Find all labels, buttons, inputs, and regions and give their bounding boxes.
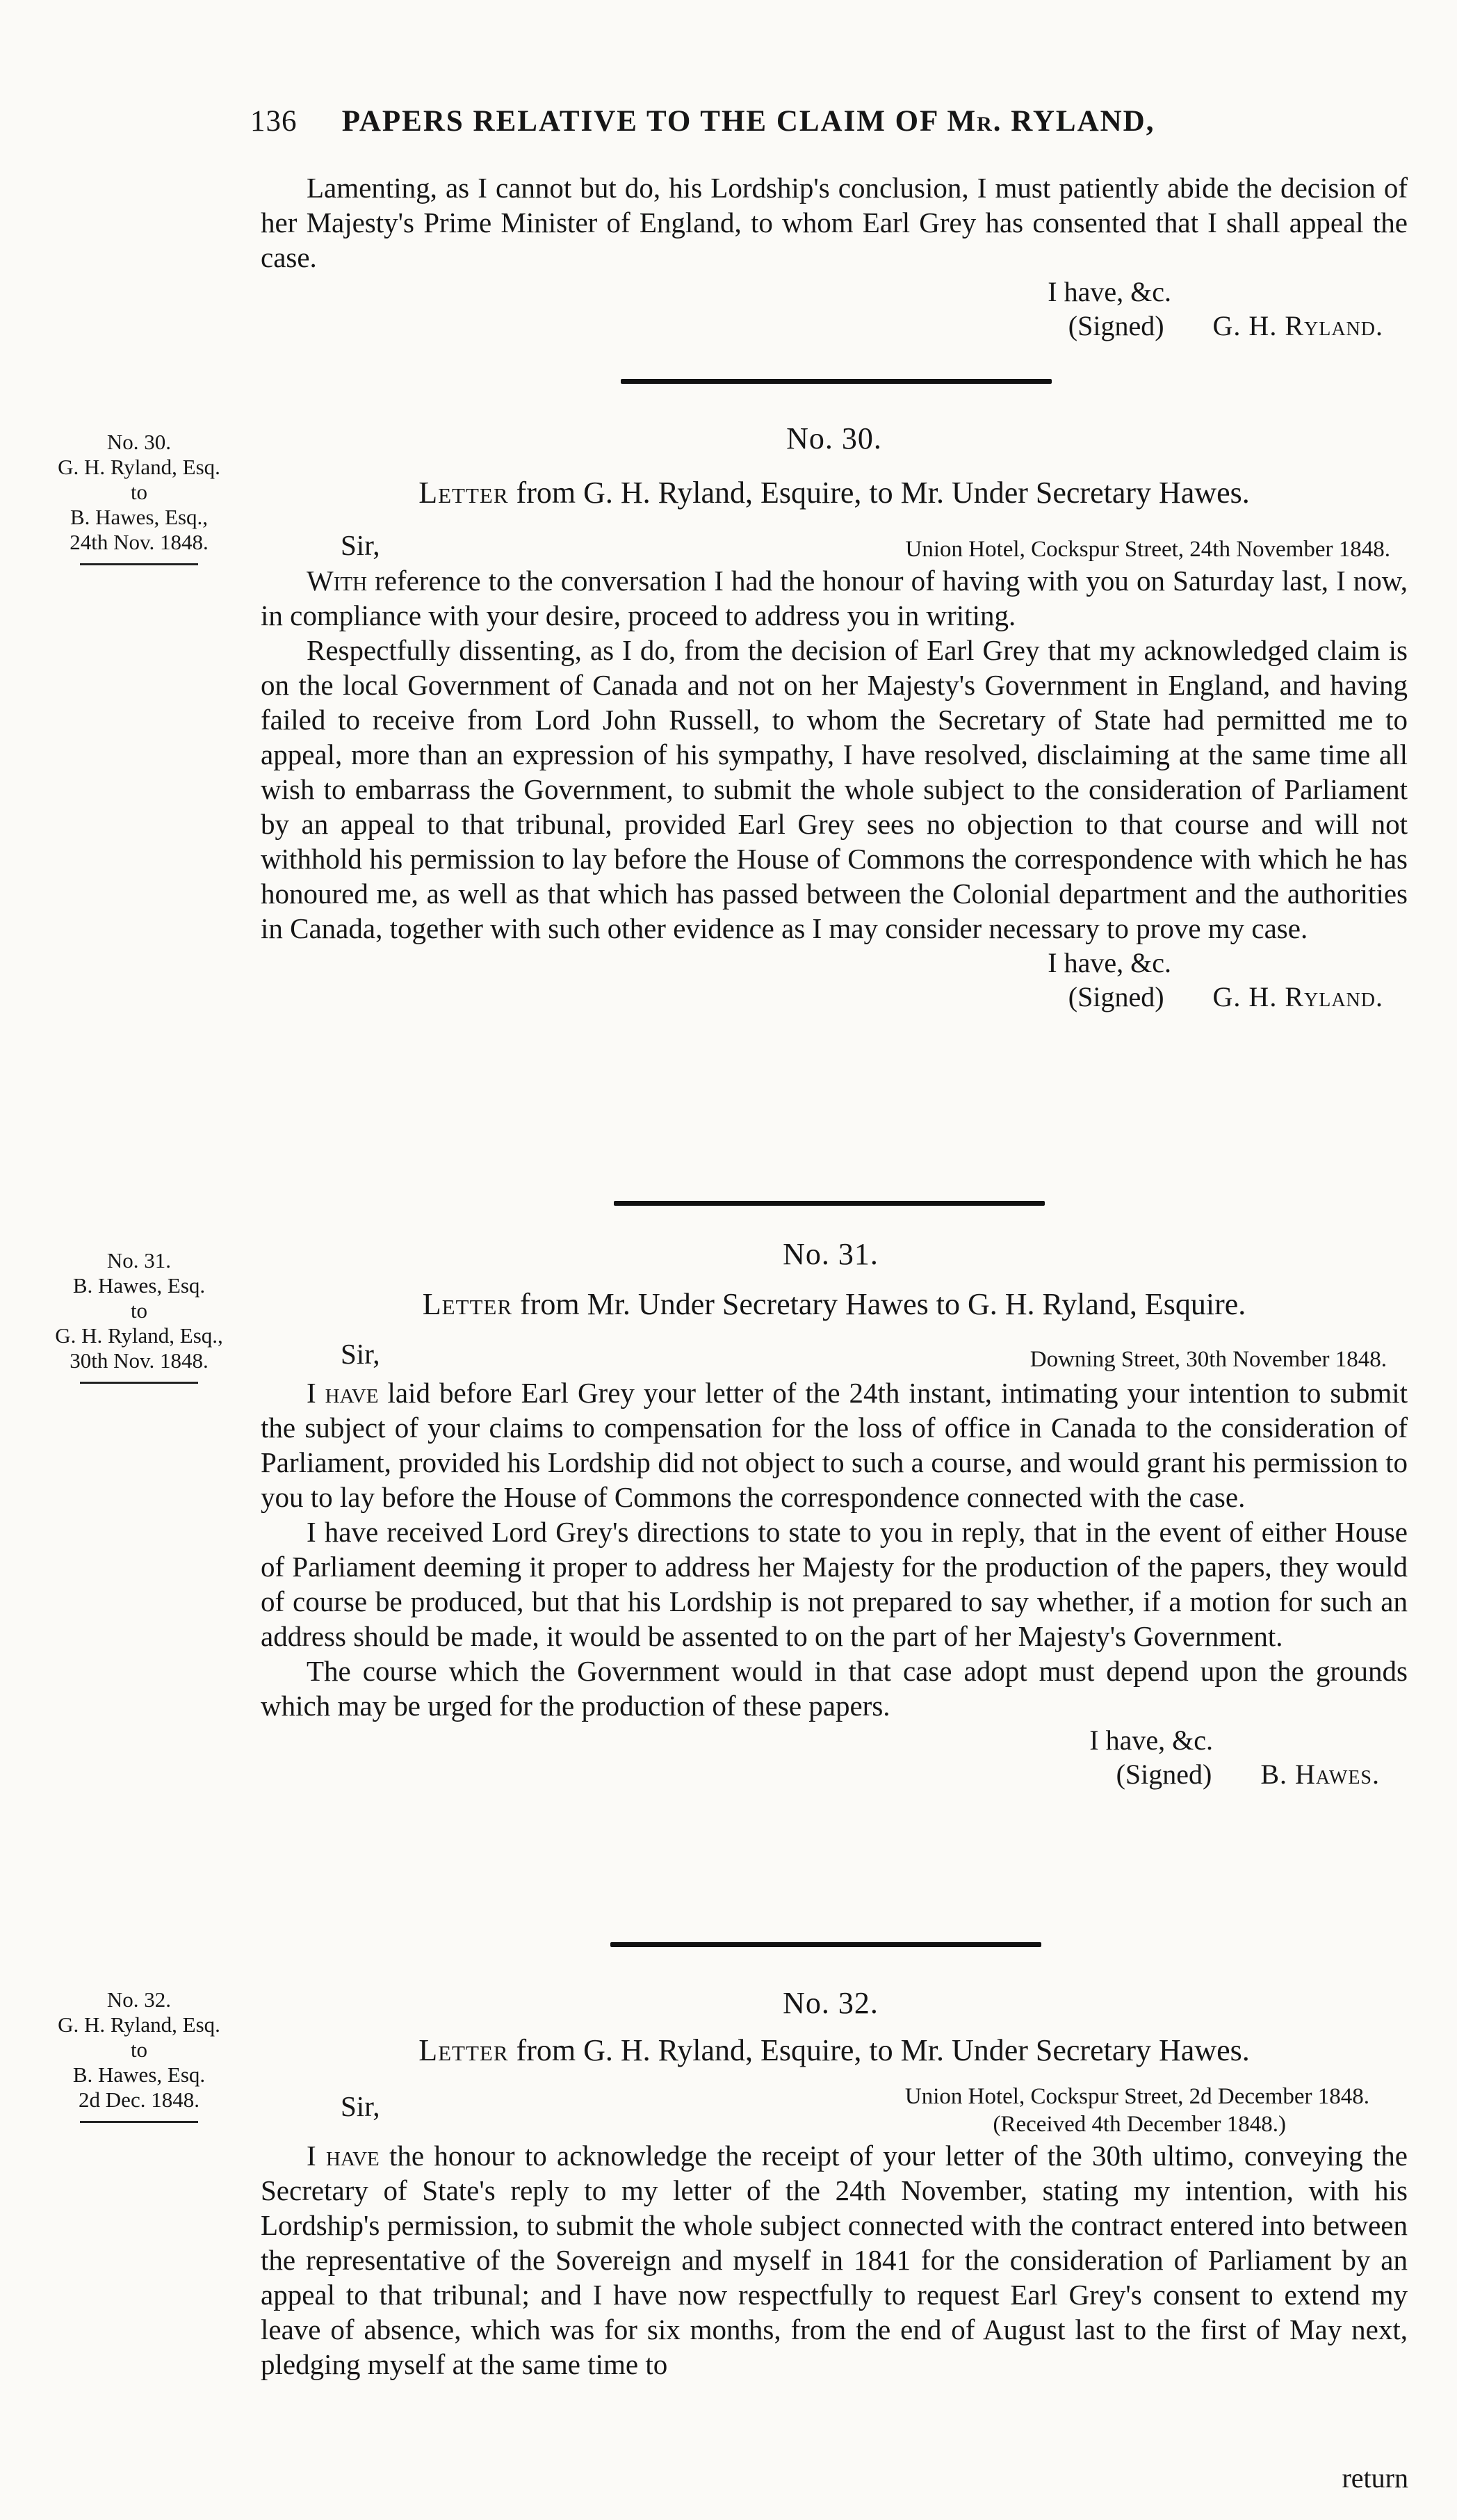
dateline-line: (Received 4th December 1848.) <box>993 2112 1286 2137</box>
document-number: No. 30. <box>786 421 882 455</box>
margin-note-line: G. H. Ryland, Esq., <box>55 1323 223 1348</box>
paragraph-text: I have received Lord Grey's directions to state to you in reply, that in the event of either House of Parliament deeming it proper to address her Majesty for the production of the papers, they would of course be produced, but that his Lordship is not prepared to say whether, if a motion for such an address should be made, it would be assented to on the part of her Majesty's Government. <box>261 1516 1408 1652</box>
margin-note-line: B. Hawes, Esq., <box>70 505 209 529</box>
running-head <box>250 104 1418 138</box>
section-divider <box>621 379 1052 384</box>
heading-lead: Letter <box>422 1287 513 1321</box>
dateline-line: Union Hotel, Cockspur Street, 24th November 1848. <box>905 537 1390 562</box>
paragraph-lead: With <box>307 565 368 597</box>
letter-paragraph <box>261 1375 1408 1515</box>
page-number: 136 <box>250 105 298 138</box>
paragraph-lead: I have <box>307 1377 379 1409</box>
margin-note-line: B. Hawes, Esq. <box>72 2062 206 2087</box>
letter-body-30 <box>261 563 1408 1014</box>
margin-note-rule <box>80 2121 198 2123</box>
document-number: No. 32. <box>783 1986 879 2020</box>
letter-paragraph <box>261 633 1408 946</box>
intro-block <box>261 170 1408 343</box>
margin-note-line: No. 30. <box>106 430 172 454</box>
margin-note-line: No. 31. <box>106 1248 172 1273</box>
letter-body-32 <box>261 2138 1408 2382</box>
dateline-line: Union Hotel, Cockspur Street, 2d December 1848. <box>904 2084 1369 2109</box>
letter-heading <box>261 2033 1408 2068</box>
signed-label: (Signed) <box>1116 1759 1212 1790</box>
heading-rest: from G. H. Ryland, Esquire, to Mr. Under Secretary Hawes. <box>508 476 1250 510</box>
signature-line <box>261 309 1408 343</box>
signature: B. Hawes. <box>1260 1759 1380 1790</box>
margin-note-rule <box>80 1382 198 1384</box>
paragraph-text: The course which the Government would in that case adopt must depend upon the grounds which may be urged for the production of these papers. <box>261 1655 1408 1722</box>
document-number: No. 31. <box>783 1237 879 1271</box>
letter-closing <box>261 946 1408 1014</box>
dateline-line: Downing Street, 30th November 1848. <box>1029 1347 1387 1372</box>
margin-note-line: 30th Nov. 1848. <box>70 1348 209 1373</box>
margin-note-line: G. H. Ryland, Esq. <box>58 2012 220 2037</box>
paragraph-text: reference to the conversation I had the honour of having with you on Saturday last, I now, in compliance with your desire, proceed to address you in writing. <box>261 565 1408 631</box>
margin-note-line: to <box>130 1298 148 1323</box>
signature-line <box>261 980 1408 1014</box>
letter-heading <box>261 1286 1408 1322</box>
paragraph-text: laid before Earl Grey your letter of the 24th instant, intimating your intention to submit the subject of your claims to compensation for the loss of office in Canada to the consideration of Parliament, provided his Lordship did not object to such a course, and would grant his permission to you to lay before the House of Commons the correspondence connected with the case. <box>261 1377 1408 1513</box>
margin-note-rule <box>80 563 198 565</box>
heading-lead: Letter <box>418 2033 509 2067</box>
dateline <box>626 535 1390 563</box>
paragraph-lead: I have <box>307 2140 380 2172</box>
signed-label: (Signed) <box>1068 310 1164 341</box>
letter-heading <box>261 475 1408 510</box>
margin-note-line: No. 32. <box>106 1987 172 2012</box>
margin-note-line: to <box>130 480 148 504</box>
dateline <box>626 1346 1387 1373</box>
signature: G. H. Ryland. <box>1212 310 1383 341</box>
letter-paragraph <box>261 2138 1408 2382</box>
closing-line: I have, &c. <box>1048 276 1171 307</box>
heading-rest: from G. H. Ryland, Esquire, to Mr. Under Secretary Hawes. <box>508 2033 1250 2067</box>
margin-note-line: 24th Nov. 1848. <box>70 530 209 554</box>
running-title: PAPERS RELATIVE TO THE CLAIM OF Mr. RYLAND, <box>341 105 1155 138</box>
signed-label: (Signed) <box>1068 981 1164 1012</box>
closing-line: I have, &c. <box>1048 947 1171 978</box>
paragraph-text: the honour to acknowledge the receipt of your letter of the 30th ultimo, conveying the Secretary of State's reply to my letter of the 24th November, stating my intention, with his Lordship's permission, to submit the whole subject connected with the contract entered into between the representative of the Sovereign and myself in 1841 for the consideration of Parliament by an appeal to that tribunal; and I have now respectfully to request Earl Grey's consent to extend my leave of absence, which was for six months, from the end of August last to the first of May next, pledging myself at the same time to <box>261 2140 1408 2380</box>
paragraph-text: Respectfully dissenting, as I do, from the decision of Earl Grey that my acknowledged claim is on the local Government of Canada and not on her Majesty's Government in England, and having failed to receive from Lord John Russell, to whom the Secretary of State had permitted me to appeal, more than an expression of his sympathy, I have resolved, disclaiming at the same time all wish to embarrass the Government, to submit the whole subject to the consideration of Parliament by an appeal to that tribunal, provided Earl Grey sees no objection to that course and will not withhold his permission to lay before the House of Commons the correspondence with which he has honoured me, as well as that which has passed between the Colonial department and the authorities in Canada, together with such other evidence as I may consider necessary to prove my case. <box>261 634 1408 944</box>
letter-body-31 <box>261 1375 1408 1791</box>
section-divider <box>610 1942 1041 1947</box>
signature: G. H. Ryland. <box>1212 981 1383 1012</box>
salutation: Sir, <box>341 1338 380 1370</box>
intro-closing <box>261 275 1408 343</box>
salutation: Sir, <box>341 2090 380 2122</box>
salutation: Sir, <box>341 529 380 561</box>
letter-paragraph <box>261 1654 1408 1723</box>
margin-note-30 <box>21 430 257 565</box>
dateline <box>626 2083 1369 2138</box>
catchword: return <box>1342 2462 1408 2494</box>
margin-note-31 <box>21 1248 257 1384</box>
signature-line <box>261 1757 1408 1791</box>
letter-paragraph <box>261 563 1408 633</box>
margin-note-line: 2d Dec. 1848. <box>79 2087 200 2112</box>
margin-note-32 <box>21 1987 257 2123</box>
margin-note-line: B. Hawes, Esq. <box>72 1273 206 1298</box>
letter-paragraph <box>261 1515 1408 1654</box>
section-divider <box>614 1201 1045 1206</box>
margin-note-line: to <box>130 2037 148 2062</box>
heading-rest: from Mr. Under Secretary Hawes to G. H. Ryland, Esquire. <box>512 1287 1246 1321</box>
letter-closing <box>261 1723 1408 1791</box>
heading-lead: Letter <box>418 476 509 510</box>
intro-paragraph: Lamenting, as I cannot but do, his Lordship's conclusion, I must patiently abide the decision of her Majesty's Prime Minister of England, to whom Earl Grey has consented that I shall appeal the case. <box>261 172 1408 273</box>
closing-line: I have, &c. <box>1089 1725 1213 1756</box>
margin-note-line: G. H. Ryland, Esq. <box>58 455 220 479</box>
